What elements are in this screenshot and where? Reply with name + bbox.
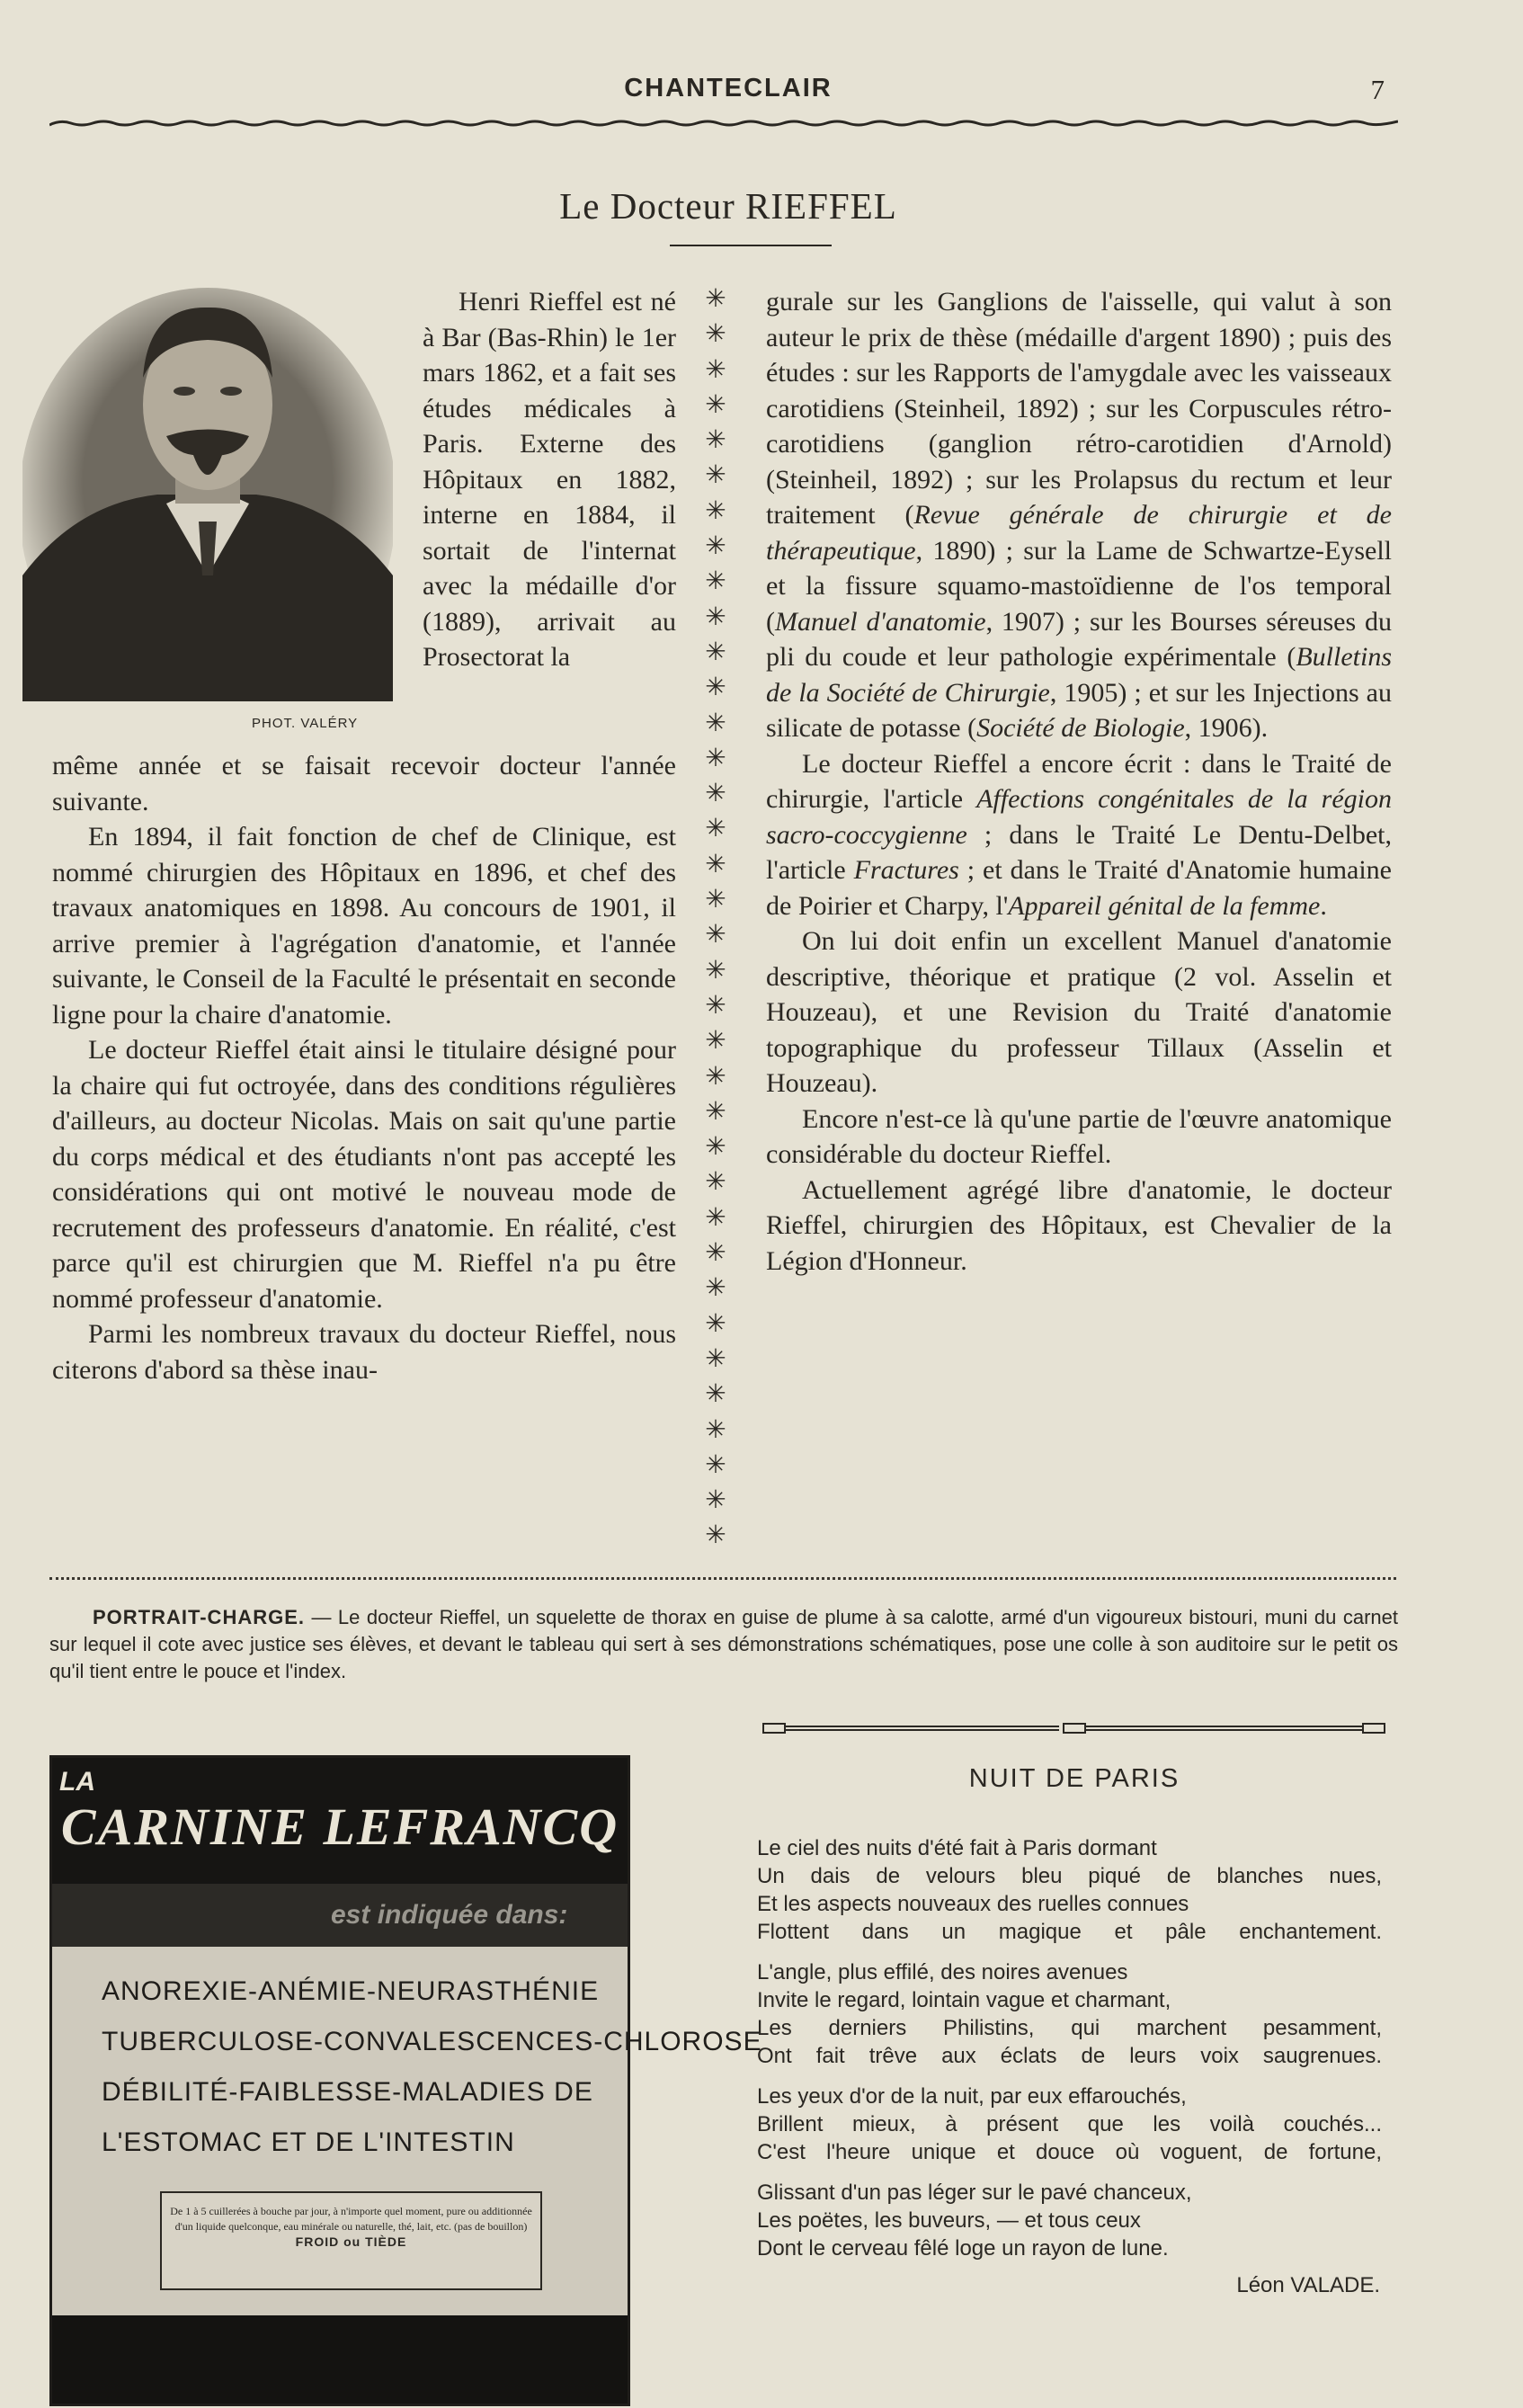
article-right-column (766, 284, 1392, 1279)
poem-line: Les yeux d'or de la nuit, par eux effarouchés, (757, 2084, 1187, 2109)
paragraph: Actuellement agrégé libre d'anatomie, le docteur Rieffel, chirurgien des Hôpitaux, est Chevalier de la Légion d'Honneur. (766, 1174, 1392, 1276)
photo-credit: PHOT. VALÉRY (252, 716, 359, 731)
ad-indiquee: est indiquée dans: (331, 1900, 568, 1930)
paragraph: On lui doit enfin un excellent Manuel d'anatomie descriptive, théorique et pratique (2 vol. Asselin et Houzeau), et une Revision du Traité d'anatomie topographique du professeur Tillaux (Asselin et Houzeau). (766, 926, 1392, 1098)
article-left-column (52, 748, 676, 1387)
paragraph: gurale sur les Ganglions de l'aisselle, qui valut à son auteur le prix de thèse (médaille d'argent 1890) ; puis des études : sur les Rapports de l'amygdale avec les vaisseaux carotidiens (Steinheil, 1892) ; sur les Corpuscules rétro-carotidiens (ganglion rétro-carotidien d'Arnold) (Steinheil, 1892) ; sur les Prolapsus du rectum et leur traitement (Revue générale de chirurgie et de thérapeutique, 1890) ; sur la Lame de Schwartze-Eysell et la fissure squamo-mastoïdienne de l'os temporal (Manuel d'anatomie, 1907) ; sur les Bourses séreuses du pli du coude et leur pathologie expérimentale (Bulletins de la Société de Chirurgie, 1905) ; et sur les Injections au silicate de potasse (Société de Biologie, 1906). (766, 287, 1392, 743)
header-wavy-rule (49, 112, 1398, 132)
asterisk-column-divider: ✳ ✳ ✳ ✳ ✳ ✳ ✳ ✳ ✳ ✳ ✳ ✳ ✳ ✳ ✳ ✳ ✳ ✳ ✳ ✳ ✳ ✳ ✳ ✳ ✳ ✳ ✳ ✳ ✳ ✳ ✳ ✳ ✳ ✳ ✳ ✳ (705, 283, 726, 1550)
page-number: 7 (1370, 74, 1385, 105)
caption-text: — Le docteur Rieffel, un squelette de thorax en guise de plume à sa calotte, armé d'un vigoureux bistouri, muni du carnet sur lequel il cote avec justice ses élèves, et devant le tableau qui sert à ses démonstrations schématiques, pose une colle à son auditoire sur le petit os qu'il tient entre le pouce et l'index. (49, 1606, 1398, 1682)
ad-condition: TUBERCULOSE-CONVALESCENCES-CHLOROSE (102, 2027, 762, 2056)
title-underline (670, 245, 832, 246)
ad-brand-name: CARNINE LEFRANCQ (60, 1797, 619, 1856)
ad-footer-band (52, 2315, 628, 2404)
poem-line: C'est l'heure unique et douce où voguent, de fortune, (757, 2140, 1382, 2164)
ad-dosage: De 1 à 5 cuillerées à bouche par jour, à n'importe quel moment, pure ou additionnée d'un liquide quelconque, eau minérale ou naturelle, thé, lait, etc. (pas de bouillon) (170, 2205, 532, 2233)
poem-stanza (757, 2179, 1382, 2262)
decorative-rule (762, 1721, 1386, 1735)
paragraph: même année et se faisait recevoir docteur l'année suivante. (52, 751, 676, 816)
carnine-advertisement (49, 1755, 762, 2406)
ad-froid: FROID ou TIÈDE (295, 2234, 407, 2249)
poem-title: NUIT DE PARIS (968, 1764, 1180, 1793)
ad-condition: L'ESTOMAC ET DE L'INTESTIN (102, 2127, 515, 2157)
paragraph: Encore n'est-ce là qu'une partie de l'œuvre anatomique considérable du docteur Rieffel. (766, 1103, 1392, 1169)
ad-conditions-list (102, 1967, 762, 2168)
paragraph: En 1894, il fait fonction de chef de Clinique, est nommé chirurgien des Hôpitaux en 1896, et chef des travaux anatomiques en 1898. Au concours de 1901, il arrive premier à l'agrégation d'anatomie, et l'année suivante, le Conseil de la Faculté le présentait en seconde ligne pour la chaire d'anatomie. (52, 822, 676, 1030)
poem-line: Les poëtes, les buveurs, — et tous ceux (757, 2208, 1141, 2233)
article-title: Le Docteur RIEFFEL (559, 185, 897, 227)
ad-dosage-box (160, 2191, 542, 2290)
poem-line: Le ciel des nuits d'été fait à Paris dormant (757, 1836, 1157, 1860)
dotted-separator (49, 1577, 1396, 1580)
poem-body (757, 1834, 1382, 2275)
paragraph: Le docteur Rieffel était ainsi le titulaire désigné pour la chaire qui fut octroyée, dans des conditions régulières d'ailleurs, au docteur Nicolas. Mais on sait qu'une partie du corps médical et des étudiants n'ont pas accepté les considérations qui ont motivé le nouveau mode de recrutement des professeurs d'anatomie. En réalité, c'est parce qu'il est chirurgien que M. Rieffel n'a pu être nommé professeur d'anatomie. (52, 1035, 676, 1314)
poem-author: Léon VALADE. (1236, 2273, 1380, 2297)
portrait-charge-caption (49, 1604, 1398, 1685)
poem-line: Un dais de velours bleu piqué de blanches nues, (757, 1864, 1382, 1888)
poem-line: Les derniers Philistins, qui marchent pesamment, (757, 2016, 1382, 2040)
poem-stanza (757, 2082, 1382, 2166)
ad-condition: ANOREXIE-ANÉMIE-NEURASTHÉNIE (102, 1976, 600, 2006)
running-header: CHANTECLAIR (624, 74, 833, 103)
poem-line: Et les aspects nouveaux des ruelles connues (757, 1892, 1189, 1916)
caption-lead: PORTRAIT-CHARGE. (93, 1606, 305, 1628)
ad-condition: DÉBILITÉ-FAIBLESSE-MALADIES DE (102, 2077, 593, 2107)
poem-line: Glissant d'un pas léger sur le pavé chanceux, (757, 2181, 1192, 2205)
ad-la: LA (59, 1767, 95, 1797)
paragraph: Le docteur Rieffel a encore écrit : dans le Traité de chirurgie, l'article Affections congénitales de la région sacro-coccygienne ; dans le Traité Le Dentu-Delbet, l'article Fractures ; et dans le Traité d'Anatomie humaine de Poirier et Charpy, l'Appareil génital de la femme. (766, 748, 1393, 921)
poem-line: Invite le regard, lointain vague et charmant, (757, 1988, 1171, 2012)
intro-paragraph: Henri Rieffel est né à Bar (Bas-Rhin) le 1er mars 1862, et a fait ses études médicales à Paris. Externe des Hôpitaux en 1882, interne en 1884, il sortait de l'internat avec la médaille d'or (1889), arrivait au Prosectorat la (423, 287, 676, 672)
poem-line: L'angle, plus effilé, des noires avenues (757, 1960, 1128, 1984)
poem-stanza (757, 1834, 1382, 1946)
poem-line: Dont le cerveau fêlé loge un rayon de lune. (757, 2236, 1169, 2261)
portrait-photo (22, 279, 393, 701)
poem-line: Brillent mieux, à présent que les voilà couchés... (757, 2112, 1382, 2136)
poem-stanza (757, 1958, 1382, 2070)
poem-line: Flottent dans un magique et pâle enchantement. (757, 1920, 1382, 1944)
poem-line: Ont fait trêve aux éclats de leurs voix saugrenues. (757, 2044, 1382, 2068)
article-intro-text (423, 284, 676, 675)
paragraph: Parmi les nombreux travaux du docteur Rieffel, nous citerons d'abord sa thèse inau- (52, 1319, 676, 1385)
